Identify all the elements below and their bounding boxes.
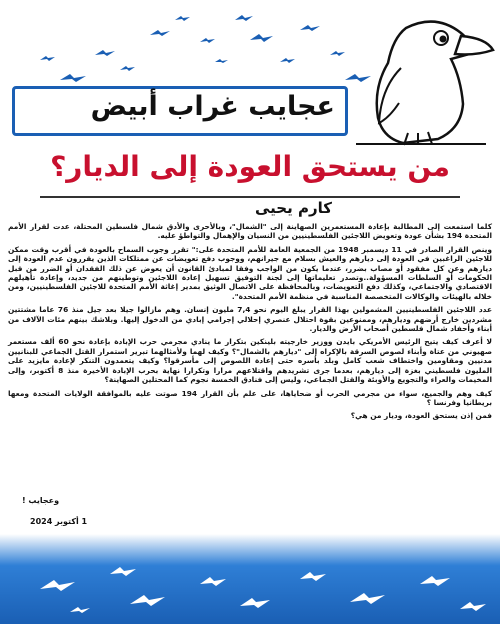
paragraph: فمن إذن يستحق العودة، وديار من هي؟ [350, 411, 492, 421]
paragraph: كلما استمعت إلى المطالبة بإعادة المستعمرين الصهاينة إلى "الشمال"، وبالأحرى والأدق شمال فلسطين المحتلة، عدت لقرار الأمم المتحدة 194 بشأن عودة وتعويض اللاجئين الفلسطينيين من النسيان والإهمال والتواطؤ عليه. [8, 222, 492, 241]
signoff: وعجايب ! [22, 496, 60, 505]
white-crow-icon [346, 8, 496, 148]
footer-sky-decoration [0, 534, 500, 624]
paragraph: عدد اللاجئين الفلسطينيين المشمولين بهذا القرار يبلغ اليوم نحو 7,4 مليون إنسان. وهم مازالوا جيلا بعد جيل منذ 76 عاما مشتتين مشردين خارج أرضهم وديارهم، وممنوعين بقوة احتلال عنصري إحلالي إجرامي إبادي من الدخول إليها. وبلاشك بينهم مئات الآلاف من أبناء وأحفاد شمال فلسطين أصحاب الأرض والديار. [8, 305, 492, 334]
author-name: كارم يحيى [255, 199, 332, 217]
paragraph: وينص القرار الصادر في 11 ديسمبر 1948 من الجمعية العامة للأمم المتحدة على:" تقرر وجوب السماح بالعودة في أقرب وقت ممكن للاجئين الراغبين في العودة إلى ديارهم والعيش بسلام مع جيرانهم، ووجوب دفع تعويضات عن ممتلكات الذين يقررون عدم العودة إلى ديارهم وعن كل مفقود أو مصاب بضرر، عندما يكون من الواجب وفقا لمبادئ القانون أن يعوض عن ذلك الفقدان أو الضرر من قبل الحكومات أو السلطات المسؤولة..وتصدر تعليماتها إلى لجنة التوفيق تسهيل إعادة اللاجئين وتوطينهم من جديد، وإعادة تأهيلهم الاقتصادي والاجتماعي، وكذلك دفع التعويضات، وبالمحافظة على الاتصال الوثيق بمدير إغاثة الأمم المتحدة للاجئين الفلسطينيين، ومن خلاله بالهيئات والوكالات المتخصصة المناسبة في منظمة الأمم المتحدة". [8, 244, 492, 301]
article-title: من يستحق العودة إلى الديار؟ [50, 150, 450, 183]
banner-title: عجايب غراب أبيض [90, 91, 335, 122]
paragraph: لا أعرف كيف يتيح الرئيس الأمريكي بايدن ووزير خارجيته بلينكين بتكرار ما ينادي مجرمي حرب الإبادة بإعادة نحو 60 ألف مستعمر صهيوني من عتاة وأبناء لصوص السرقة بالإكراه إلى "ديارهم بالشمال"؟ وكيف لهما ولأمثالهما تبرير استمرار القتل الجماعي للبنانيين مدنيين ومقاومين واختطاف شعب كامل وبلد بأسره حتى إعادة اللصوص إلى مأسرقوا؟ وكيف يتعمدون التنكر لإعادة مايزيد على المليون فلسطيني بغزة إلى ديارهم، بعدما جرى تشريدهم واقتلاعهم مرارا وتكرارا نهاية بحرب الإبادة الأخيرة منذ 8 أكتوبر، وإلى المخيمات والعراء والتجويع والأوبئة والقتل الجماعي، وليس إلى فنادق الخمسة نجوم كما المحتلين الصهاينة؟ [8, 337, 492, 385]
paragraph: كيف وهم والجميع، سواء من مجرمي الحرب أو ضحاياها، على علم بأن القرار 194 صوتت عليه بالموافقة الولايات المتحدة ومعها بريطانيا وفرنسا ؟ [8, 388, 492, 407]
article-body [8, 222, 492, 425]
header [0, 0, 500, 150]
date: 1 أكتوبر 2024 [30, 517, 88, 526]
banner [12, 86, 348, 136]
title-divider [40, 196, 460, 198]
